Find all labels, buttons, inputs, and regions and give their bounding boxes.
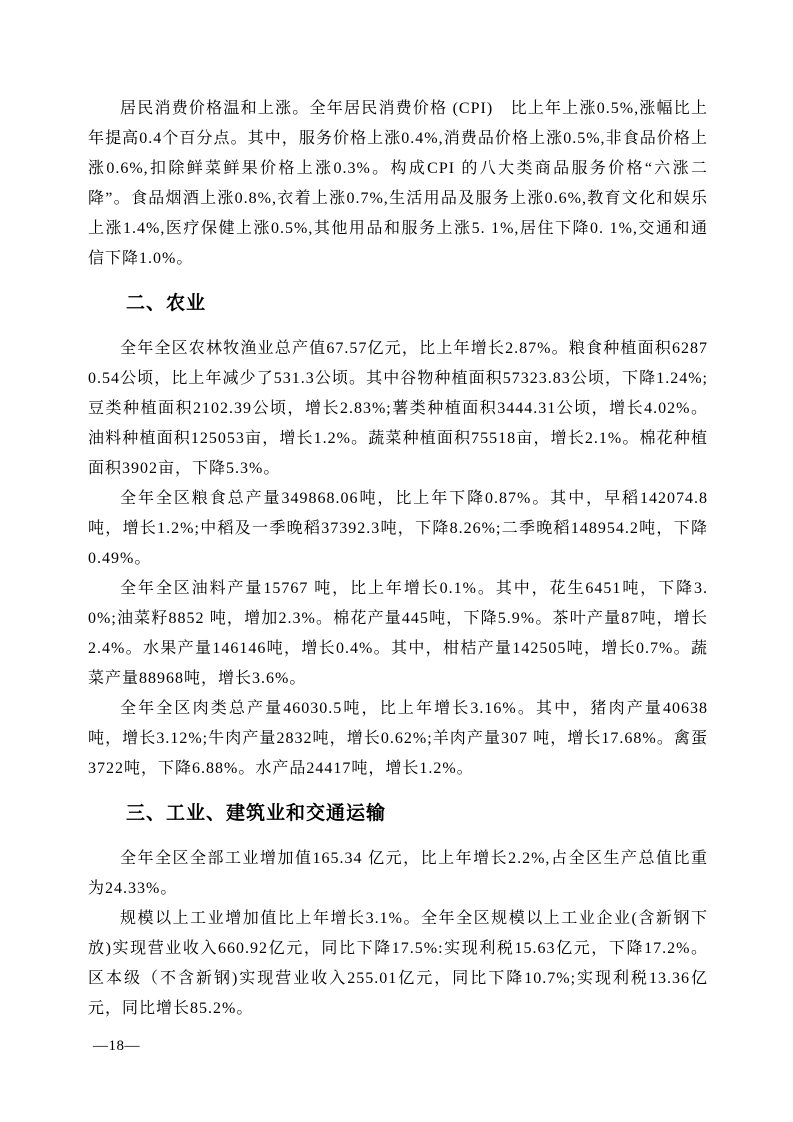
paragraph-oil-crop-production: 全年全区油料产量15767 吨，比上年增长0.1%。其中，花生6451吨，下降3.0%;油菜籽8852 吨，增加2.3%。棉花产量445吨，下降5.9%。茶叶产量87吨，增长2.4%。水果产量146146吨，增长0.4%。其中，柑桔产量142505吨，增长0.7%。蔬菜产量88968吨，增长3.6%。 [88, 580, 708, 687]
paragraph-grain-production: 全年全区粮食总产量349868.06吨，比上年下降0.87%。其中，早稻142074.8吨，增长1.2%;中稻及一季晚稻37392.3吨，下降8.26%;二季晚稻148954.2吨，下降0.49%。 [88, 490, 708, 567]
paragraph-above-scale-industry: 规模以上工业增加值比上年增长3.1%。全年全区规模以上工业企业(含新钢下放)实现营业收入660.92亿元，同比下降17.5%:实现利税15.63亿元，下降17.2%。区本级（不含新钢)实现营业收入255.01亿元，同比下降10.7%;实现利税13.36亿元，同比增长85.2%。 [88, 910, 708, 1017]
section-heading-agriculture: 二、农业 [126, 293, 207, 314]
page-footer [93, 1036, 140, 1056]
document-body [88, 94, 708, 1024]
page-number: —18— [93, 1038, 140, 1054]
paragraph-agriculture-output-value: 全年全区农林牧渔业总产值67.57亿元，比上年增长2.87%。粮食种植面积62870.54公顷，比上年减少了531.3公顷。其中谷物种植面积57323.83公顷，下降1.24%;豆类种植面积2102.39公顷，增长2.83%;薯类种植面积3444.31公顷，增长4.02%。油料种植面积125053亩，增长1.2%。蔬菜种植面积75518亩，增长2.1%。棉花种植面积3902亩，下降5.3%。 [88, 340, 708, 477]
paragraph-cpi: 居民消费价格温和上涨。全年居民消费价格 (CPI) 比上年上涨0.5%,涨幅比上年提高0.4个百分点。其中，服务价格上涨0.4%,消费品价格上涨0.5%,非食品价格上涨0.6%,扣除鲜菜鲜果价格上涨0.3%。构成CPI 的八大类商品服务价格“六涨二降”。食品烟酒上涨0.8%,衣着上涨0.7%,生活用品及服务上涨0.6%,教育文化和娱乐上涨1.4%,医疗保健上涨0.5%,其他用品和服务上涨5. 1%,居住下降0. 1%,交通和通信下降1.0%。 [88, 100, 708, 267]
paragraph-meat-production: 全年全区肉类总产量46030.5吨，比上年增长3.16%。其中，猪肉产量40638吨，增长3.12%;牛肉产量2832吨，增长0.62%;羊肉产量307 吨，增长17.68%。禽蛋3722吨，下降6.88%。水产品24417吨，增长1.2%。 [88, 700, 708, 777]
section-heading-industry-construction-transport: 三、工业、建筑业和交通运输 [126, 803, 387, 824]
paragraph-industrial-added-value: 全年全区全部工业增加值165.34 亿元，比上年增长2.2%,占全区生产总值比重为24.33%。 [88, 850, 708, 897]
